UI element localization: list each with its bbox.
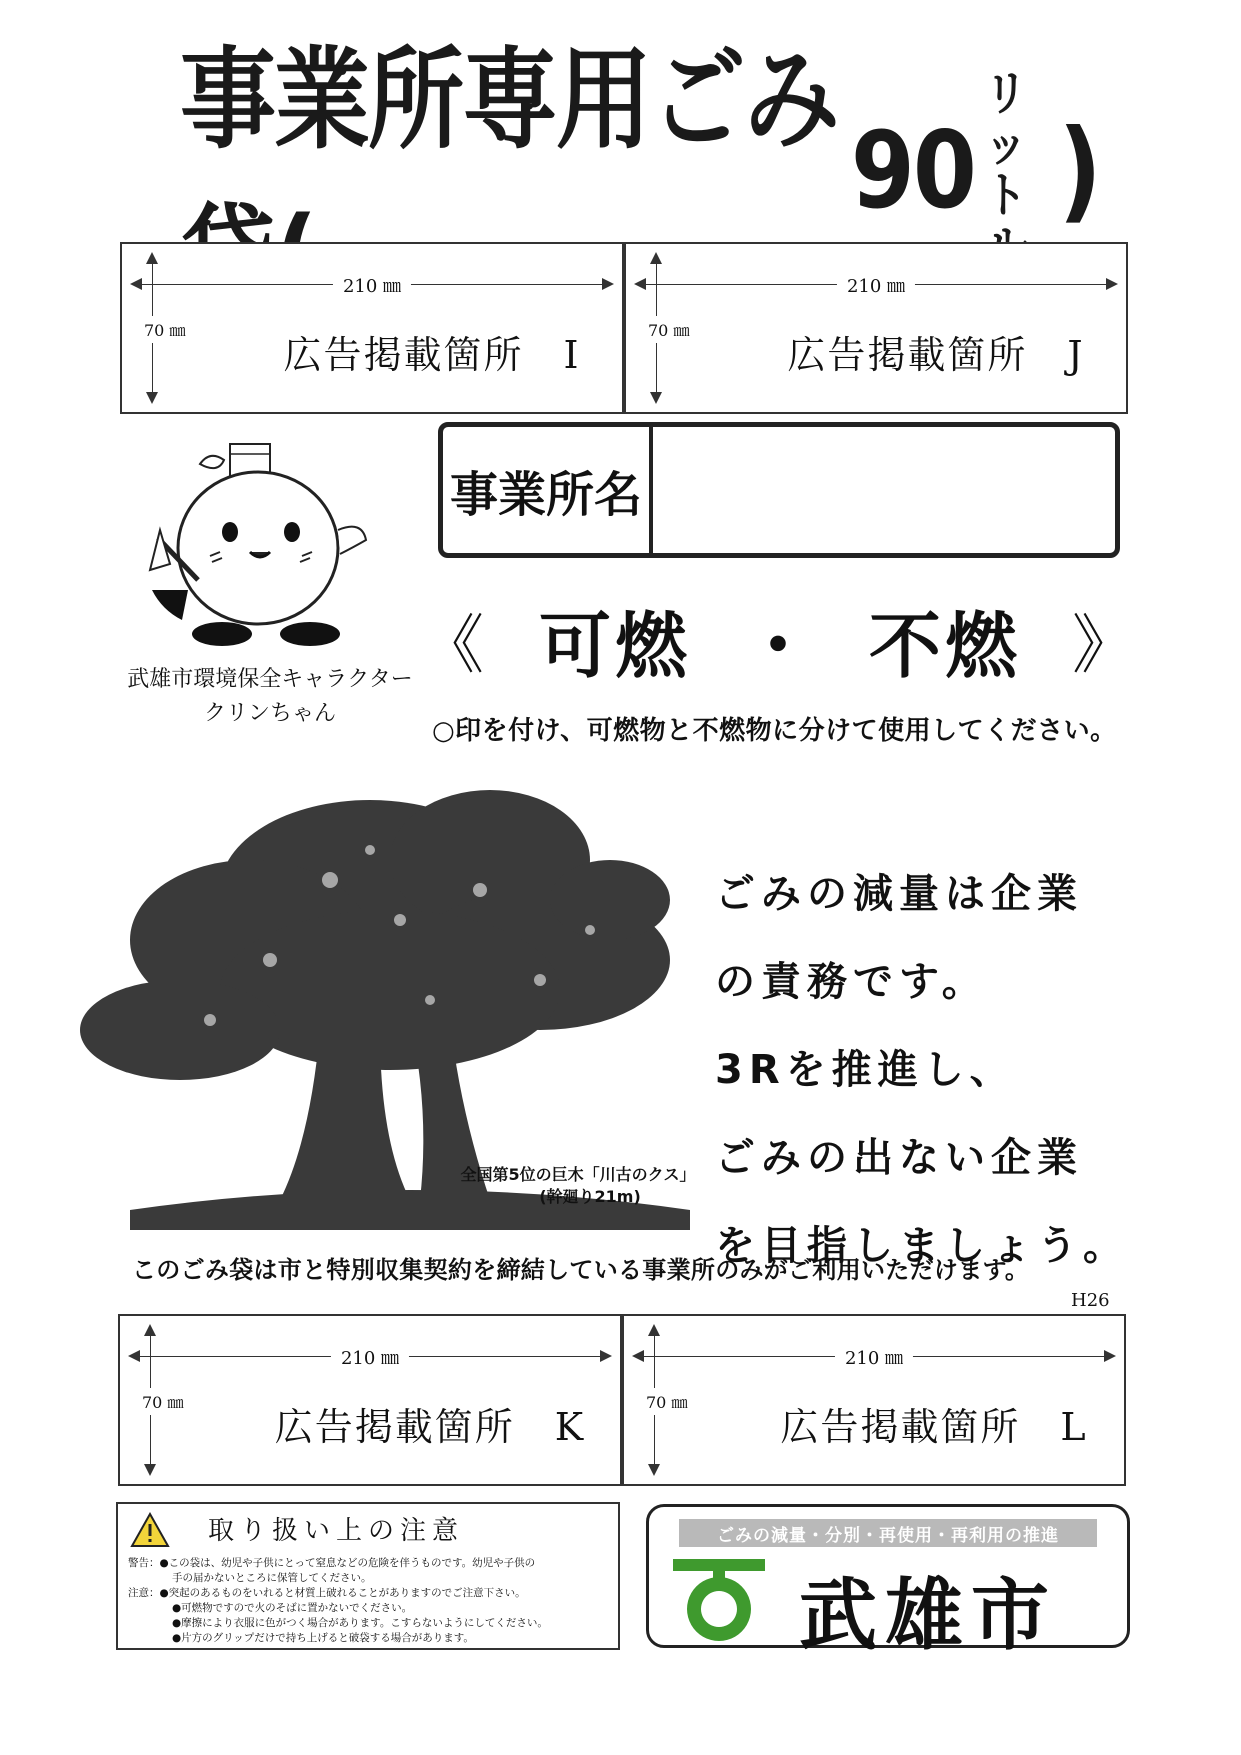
caution-line: 警告：●この袋は、幼児や子供にとって窒息などの危険を伴うものです。幼児や子供の xyxy=(128,1557,536,1569)
waste-category-selector xyxy=(420,590,1140,690)
category-separator: ・ xyxy=(741,604,818,688)
city-emblem-icon xyxy=(669,1555,769,1643)
width-label: 210 ㎜ xyxy=(835,1344,913,1370)
takeo-city-logo-box xyxy=(646,1504,1130,1661)
title-volume: 90 xyxy=(850,108,975,232)
ad-placement-label: 広告掲載箇所 L xyxy=(780,1405,1088,1449)
caution-line: ●摩擦により衣服に色がつく場合があります。こすらないようにしてください。 xyxy=(172,1617,548,1629)
page-title xyxy=(180,35,1100,251)
slogan-line: ごみの出ない企業 xyxy=(715,1135,1083,1181)
width-label: 210 ㎜ xyxy=(331,1344,409,1370)
title-close: ) xyxy=(1058,105,1100,235)
warning-triangle-icon xyxy=(130,1512,170,1548)
tree-caption-line1: 全国第5位の巨木「川古のクス」 xyxy=(460,1165,696,1184)
width-label: 210 ㎜ xyxy=(333,272,411,298)
height-label: 70 ㎜ xyxy=(144,316,185,343)
height-label: 70 ㎜ xyxy=(648,316,689,343)
usage-instruction: ○印を付け、可燃物と不燃物に分けて使用してください。 xyxy=(432,716,1117,746)
ad-placement-label: 広告掲載箇所 I xyxy=(283,333,581,377)
caution-line: ●片方のグリップだけで持ち上げると破袋する場合があります。 xyxy=(172,1632,474,1644)
slogan-line: ごみの減量は企業 xyxy=(715,871,1083,917)
title-unit xyxy=(984,65,1052,271)
title-unit-top: リッ xyxy=(984,65,1025,173)
mascot-caption-line1: 武雄市環境保全キャラクター xyxy=(127,667,413,692)
version-code: H26 xyxy=(1071,1290,1110,1311)
handling-caution-box xyxy=(116,1502,620,1650)
caution-title: 取り扱い上の注意 xyxy=(208,1516,465,1546)
ad-placement-label: 広告掲載箇所 J xyxy=(787,333,1085,377)
city-slogan-banner: ごみの減量・分別・再使用・再利用の推進 xyxy=(679,1519,1097,1547)
giant-camphor-tree-illustration xyxy=(70,770,710,1230)
business-name-field[interactable] xyxy=(653,427,1115,553)
city-name: 武雄市 xyxy=(799,1571,1058,1661)
caution-line: 手の届かないところに保管してください。 xyxy=(172,1572,372,1584)
tree-caption-line2: (幹廻り21m) xyxy=(539,1187,641,1206)
slogan-line: を目指しましょう。 xyxy=(715,1223,1129,1269)
title-main: 事業所専用ごみ xyxy=(180,35,838,165)
caution-line: ●可燃物ですので火のそばに置かないでください。 xyxy=(172,1602,413,1614)
ad-box-k xyxy=(118,1314,622,1486)
ad-placement-label: 広告掲載箇所 K xyxy=(274,1405,586,1449)
ad-box-l xyxy=(622,1314,1126,1486)
mascot-kurin-chan-illustration xyxy=(140,430,380,670)
title-unit-bottom: ト xyxy=(984,166,1025,223)
caution-line: 注意：●突起のあるものをいれると材質上破れることがありますのでご注意下さい。 xyxy=(128,1587,526,1599)
slogan-line: 3Rを推進し、 xyxy=(715,1047,1016,1093)
category-open-bracket: 《 xyxy=(420,609,488,683)
ad-box-i xyxy=(120,242,624,414)
business-name-label: 事業所名 xyxy=(443,427,653,553)
usage-eligibility-notice: このごみ袋は市と特別収集契約を締結している事業所のみがご利用いただけます。 xyxy=(132,1256,1030,1284)
width-label: 210 ㎜ xyxy=(837,272,915,298)
category-burnable[interactable]: 可燃 xyxy=(538,604,691,688)
ad-box-j xyxy=(624,242,1128,414)
slogan-line: の責務です。 xyxy=(715,959,988,1005)
category-nonburnable[interactable]: 不燃 xyxy=(868,604,1021,688)
waste-reduction-slogan xyxy=(715,850,1129,1290)
height-label: 70 ㎜ xyxy=(646,1388,687,1415)
business-name-box xyxy=(438,422,1120,558)
category-close-bracket: 》 xyxy=(1071,609,1140,683)
caution-lines xyxy=(128,1556,610,1646)
height-label: 70 ㎜ xyxy=(142,1388,183,1415)
mascot-caption-line2: クリンちゃん xyxy=(203,701,336,726)
